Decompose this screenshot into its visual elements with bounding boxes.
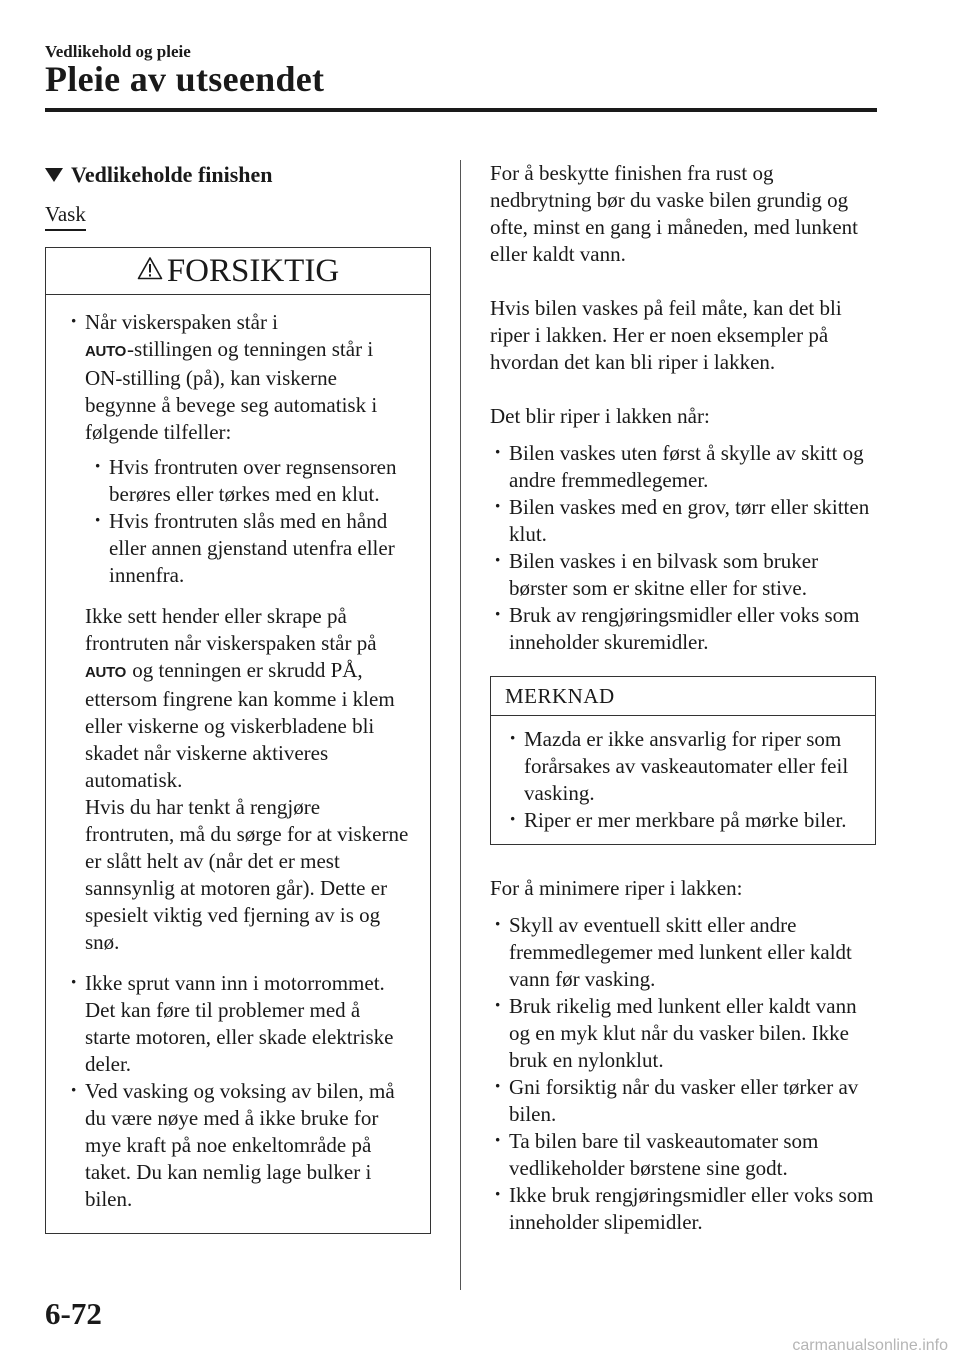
section-heading-text: Vedlikeholde finishen xyxy=(71,162,273,187)
caution-paragraph xyxy=(70,603,410,956)
caution-text: Hvis du har tenkt å rengjøre frontruten, må du sørge for at viskerne er slått helt av (når det er mest sannsynlig at motoren går). Dette er spesielt viktig ved fjerning av is og snø. xyxy=(85,795,409,954)
paragraph: Det blir riper i lakken når: xyxy=(490,404,710,428)
list-item: · Bruk av rengjøringsmidler eller voks som inneholder skuremidler. xyxy=(494,602,878,656)
nested-bullet: · Hvis frontruten slås med en hånd eller annen gjenstand utenfra eller innenfra. xyxy=(94,508,410,589)
watermark: carmanualsonline.info xyxy=(792,1337,948,1354)
section-heading xyxy=(45,162,435,188)
caution-body xyxy=(46,295,430,1233)
list-item: · Skyll av eventuell skitt eller andre fremmedlegemer med lunkent eller kaldt vann før vasking. xyxy=(494,912,878,993)
section-label: Vedlikehold og pleie xyxy=(45,42,191,61)
warning-icon xyxy=(137,256,163,280)
nested-bullet: · Hvis frontruten over regnsensoren berøres eller tørkes med en klut. xyxy=(94,454,410,508)
header-rule xyxy=(45,108,877,112)
auto-symbol: AUTO xyxy=(85,664,127,681)
paragraph: For å beskytte finishen fra rust og nedbrytning bør du vaske bilen grundig og ofte, minst en gang i måneden, med lunkent eller kaldt vann. xyxy=(490,161,858,266)
list-item: · Bilen vaskes uten først å skylle av skitt og andre fremmedlegemer. xyxy=(494,440,878,494)
caution-bullet: · Ikke sprut vann inn i motorrommet. Det kan føre til problemer med å starte motoren, eller skade elektriske deler. xyxy=(70,970,410,1078)
bullet-list xyxy=(494,912,878,1236)
caution-box xyxy=(45,247,431,1234)
caution-header xyxy=(46,248,430,295)
list-item: · Bilen vaskes med en grov, tørr eller skitten klut. xyxy=(494,494,878,548)
note-body xyxy=(491,716,875,844)
note-item: · Riper er mer merkbare på mørke biler. xyxy=(509,807,863,834)
nested-list xyxy=(94,454,410,589)
subheading: Vask xyxy=(45,202,86,231)
page-number: 6-72 xyxy=(45,1296,102,1331)
right-column xyxy=(490,160,878,1236)
caution-bullet: · Ved vasking og voksing av bilen, må du være nøye med å ikke bruke for mye kraft på noe enkeltområde på taket. Du kan nemlig lage bulker i bilen. xyxy=(70,1078,410,1213)
list-item: · Ta bilen bare til vaskeautomater som vedlikeholder børstene sine godt. xyxy=(494,1128,878,1182)
note-header: MERKNAD xyxy=(491,677,875,716)
caution-bullet xyxy=(70,309,410,446)
caution-text: Når viskerspaken står i xyxy=(85,310,279,334)
list-item: · Bilen vaskes i en bilvask som bruker børster som er skitne eller for stive. xyxy=(494,548,878,602)
bullet-list xyxy=(494,440,878,656)
caution-text: og tenningen er skrudd PÅ, ettersom fingrene kan komme i klem eller viskerne og viskerbladene bli skadet når viskerne aktiveres automatisk. xyxy=(85,658,395,792)
list-item: · Ikke bruk rengjøringsmidler eller voks som inneholder slipemidler. xyxy=(494,1182,878,1236)
page-title: Pleie av utseendet xyxy=(45,59,325,99)
paragraph: For å minimere riper i lakken: xyxy=(490,876,743,900)
left-column xyxy=(45,160,435,1234)
paragraph: Hvis bilen vaskes på feil måte, kan det bli riper i lakken. Her er noen eksempler på hvordan det kan bli riper i lakken. xyxy=(490,296,842,374)
column-divider xyxy=(460,160,461,1290)
caution-label: FORSIKTIG xyxy=(166,252,340,289)
list-item: · Bruk rikelig med lunkent eller kaldt vann og en myk klut når du vasker bilen. Ikke bruk en nylonklut. xyxy=(494,993,878,1074)
list-item: · Gni forsiktig når du vasker eller tørker av bilen. xyxy=(494,1074,878,1128)
triangle-down-icon xyxy=(45,168,63,182)
note-box xyxy=(490,676,876,845)
note-item: · Mazda er ikke ansvarlig for riper som forårsakes av vaskeautomater eller feil vasking. xyxy=(509,726,863,807)
caution-text: -stillingen og tenningen står i ON-stilling (på), kan viskerne begynne å bevege seg automatisk i følgende tilfeller: xyxy=(85,337,378,444)
auto-symbol: AUTO xyxy=(85,343,127,360)
caution-text: Ikke sett hender eller skrape på frontruten når viskerspaken står på xyxy=(85,604,377,655)
